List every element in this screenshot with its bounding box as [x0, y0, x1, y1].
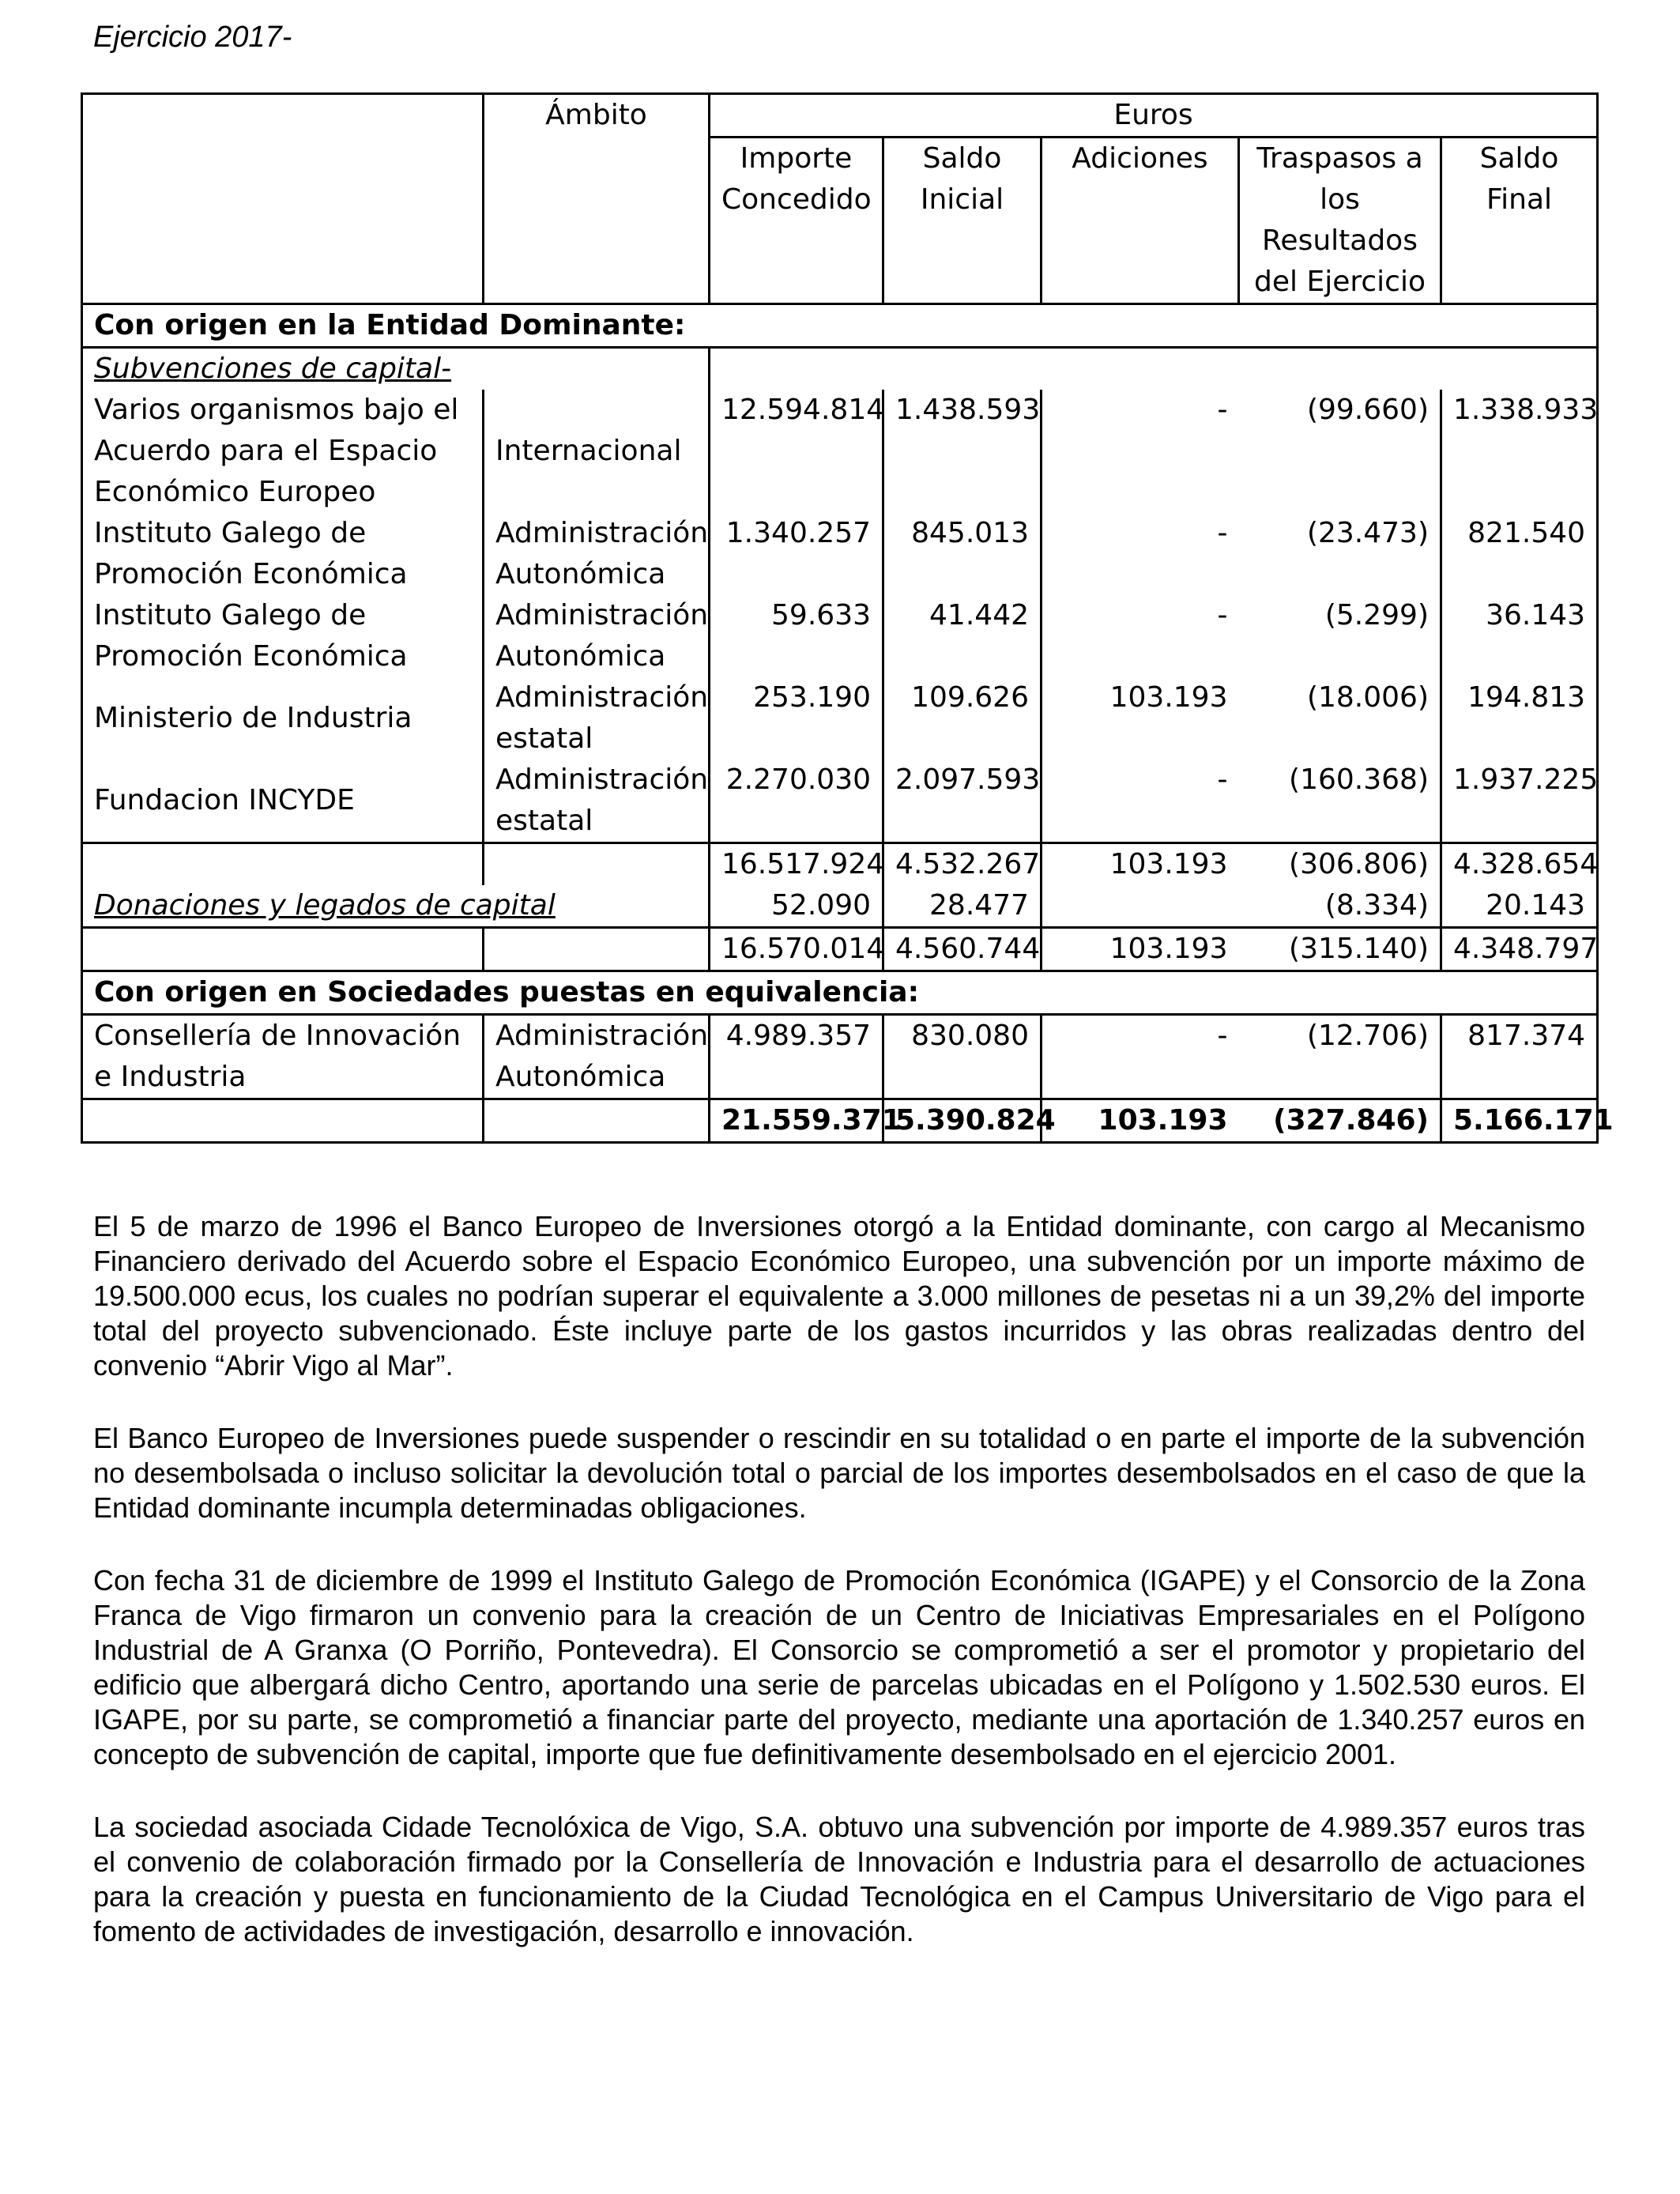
- saldo-inicial-cell: 109.626: [883, 677, 1042, 760]
- subtotal2-traspasos: (315.140): [1239, 928, 1441, 971]
- entidad-cell: Instituto Galego de Promoción Económica: [82, 513, 484, 595]
- adiciones-cell: -: [1042, 1015, 1239, 1099]
- header-importe: Importe Concedido: [710, 138, 883, 304]
- importe-cell: 2.270.030: [710, 760, 883, 843]
- paragraph: El 5 de marzo de 1996 el Banco Europeo de Inversiones otorgó a la Entidad dominante, con cargo al Mecanismo Financiero derivado del Acuerdo sobre el Espacio Económico Europeo, una subvención por un importe máximo de 19.500.000 ecus, los cuales no podrían superar el equivalente a 3.000 millones de pesetas ni a un 39,2% del importe total del proyecto subvencionado. Éste incluye parte de los gastos incurridos y las obras realizadas dentro del convenio “Abrir Vigo al Mar”.: [93, 1210, 1585, 1382]
- table-row: [82, 513, 1598, 595]
- subtotal-saldo-final: 4.328.654: [1441, 843, 1598, 886]
- traspasos-cell: (99.660): [1239, 390, 1441, 513]
- traspasos-cell: (160.368): [1239, 760, 1441, 843]
- subtotal2-importe: 16.570.014: [710, 928, 883, 971]
- subtotal2-saldo-final: 4.348.797: [1441, 928, 1598, 971]
- adiciones-cell: 103.193: [1109, 681, 1228, 714]
- section2-header-row: [82, 971, 1598, 1015]
- section-title: Con origen en la Entidad Dominante:: [82, 304, 1598, 348]
- subtotal2-saldo-inicial: 4.560.744: [883, 928, 1042, 971]
- header-traspasos: Traspasos a los Resultados del Ejercicio: [1239, 138, 1441, 304]
- importe-cell: 4.989.357: [710, 1015, 883, 1099]
- saldo-inicial-cell: 2.097.593: [883, 760, 1042, 843]
- donaciones-saldo-inicial: 28.477: [883, 885, 1042, 928]
- page-heading: Ejercicio 2017-: [93, 21, 292, 54]
- subtotal2-adiciones: 103.193: [1109, 933, 1228, 965]
- traspasos-cell: (12.706): [1239, 1015, 1441, 1099]
- entidad-cell: Ministerio de Industria: [82, 677, 484, 760]
- entidad-cell: Instituto Galego de Promoción Económica: [82, 595, 484, 677]
- donaciones-saldo-final: 20.143: [1441, 885, 1598, 928]
- entidad-cell: Varios organismos bajo el Acuerdo para el Espacio Económico Europeo: [82, 390, 484, 513]
- ambito-cell: Administración Autonómica: [484, 595, 710, 677]
- table-row: [82, 677, 1598, 760]
- traspasos-cell: (18.006): [1239, 677, 1441, 760]
- saldo-inicial-cell: 845.013: [883, 513, 1042, 595]
- entidad-cell: Fundacion INCYDE: [82, 760, 484, 843]
- paragraph: La sociedad asociada Cidade Tecnolóxica de Vigo, S.A. obtuvo una subvención por importe de 4.989.357 euros tras el convenio de colaboración firmado por la Consellería de Innovación e Industria para el desarrollo de actuaciones para la creación y puesta en funcionamiento de la Ciudad Tecnológica en el Campus Universitario de Vigo para el fomento de actividades de investigación, desarrollo e innovación.: [93, 1811, 1585, 1947]
- ambito-cell: Administración Autonómica: [484, 1015, 710, 1099]
- total-saldo-final: 5.166.171: [1441, 1099, 1598, 1143]
- total-saldo-inicial: 5.390.824: [883, 1099, 1042, 1143]
- adiciones-cell: -: [1217, 394, 1228, 426]
- donaciones-traspasos: (8.334): [1239, 885, 1441, 928]
- saldo-final-cell: 194.813: [1441, 677, 1598, 760]
- saldo-final-cell: 821.540: [1441, 513, 1598, 595]
- adiciones-cell: -: [1042, 760, 1239, 843]
- paragraph: El Banco Europeo de Inversiones puede suspender o rescindir en su totalidad o en parte el importe de la subvención no desembolsada o incluso solicitar la devolución total o parcial de los importes desembolsados en el caso de que la Entidad dominante incumpla determinadas obligaciones.: [93, 1422, 1585, 1524]
- subtotal-row: [82, 843, 1598, 886]
- body-text: [93, 1209, 1585, 1987]
- saldo-final-cell: 1.338.933: [1441, 390, 1598, 513]
- entidad-cell: Consellería de Innovación e Industria: [82, 1015, 484, 1099]
- subtotal-traspasos: (306.806): [1239, 843, 1441, 886]
- subtotal-adiciones: 103.193: [1109, 848, 1228, 880]
- importe-cell: 12.594.814: [710, 390, 883, 513]
- importe-cell: 253.190: [710, 677, 883, 760]
- donaciones-row: [82, 885, 1598, 928]
- subtotal-saldo-inicial: 4.532.267: [883, 843, 1042, 886]
- section2-title: Con origen en Sociedades puestas en equivalencia:: [82, 971, 1598, 1015]
- table-row: [82, 595, 1598, 677]
- table-row: [82, 390, 1598, 513]
- adiciones-cell: -: [1217, 517, 1228, 549]
- subsection-title: [82, 348, 484, 390]
- importe-cell: 59.633: [710, 595, 883, 677]
- importe-cell: 1.340.257: [710, 513, 883, 595]
- total-adiciones: 103.193: [1042, 1099, 1239, 1143]
- ambito-cell: Administración estatal: [484, 760, 710, 843]
- paragraph: Con fecha 31 de diciembre de 1999 el Instituto Galego de Promoción Económica (IGAPE) y el Consorcio de la Zona Franca de Vigo firmaron un convenio para la creación de un Centro de Iniciativas Empresariales en el Polígono Industrial de A Granxa (O Porriño, Pontevedra). El Consorcio se comprometió a ser el promotor y propietario del edificio que albergará dicho Centro, aportando una serie de parcelas ubicadas en el Polígono y 1.502.530 euros. El IGAPE, por su parte, se comprometió a financiar parte del proyecto, mediante una aportación de 1.340.257 euros en concepto de subvención de capital, importe que fue definitivamente desembolsado en el ejercicio 2001.: [93, 1564, 1585, 1770]
- header-ambito: Ámbito: [484, 94, 710, 304]
- header-euros: Euros: [710, 94, 1598, 138]
- subtotal2-row: [82, 928, 1598, 971]
- ambito-cell: Administración Autonómica: [484, 513, 710, 595]
- saldo-inicial-cell: 41.442: [883, 595, 1042, 677]
- ambito-cell: Administración estatal: [484, 677, 710, 760]
- donaciones-label: Donaciones y legados de capital: [94, 889, 556, 922]
- saldo-inicial-cell: 830.080: [883, 1015, 1042, 1099]
- donaciones-label-cell: [82, 885, 710, 928]
- saldo-final-cell: 36.143: [1441, 595, 1598, 677]
- total-row: [82, 1099, 1598, 1143]
- saldo-final-cell: 817.374: [1441, 1015, 1598, 1099]
- adiciones-cell: -: [1217, 599, 1228, 631]
- total-importe: 21.559.371: [710, 1099, 883, 1143]
- header-row: [82, 94, 1598, 138]
- subsidies-table: [81, 92, 1614, 1144]
- ambito-cell: Internacional: [484, 390, 710, 513]
- header-blank-cell: [82, 94, 484, 304]
- header-saldo-inicial: Saldo Inicial: [883, 138, 1042, 304]
- saldo-final-cell: 1.937.225: [1441, 760, 1598, 843]
- subtotal-importe: 16.517.924: [710, 843, 883, 886]
- saldo-inicial-cell: 1.438.593: [883, 390, 1042, 513]
- header-adiciones: Adiciones: [1042, 138, 1239, 304]
- subsection-row: [82, 348, 1598, 390]
- traspasos-cell: (23.473): [1239, 513, 1441, 595]
- table-row: [82, 1015, 1598, 1099]
- table-row: [82, 760, 1598, 843]
- section-header-row: [82, 304, 1598, 348]
- subsection-label: Subvenciones de capital-: [94, 352, 452, 385]
- donaciones-importe: 52.090: [710, 885, 883, 928]
- traspasos-cell: (5.299): [1239, 595, 1441, 677]
- header-saldo-final: Saldo Final: [1441, 138, 1598, 304]
- total-traspasos: (327.846): [1239, 1099, 1441, 1143]
